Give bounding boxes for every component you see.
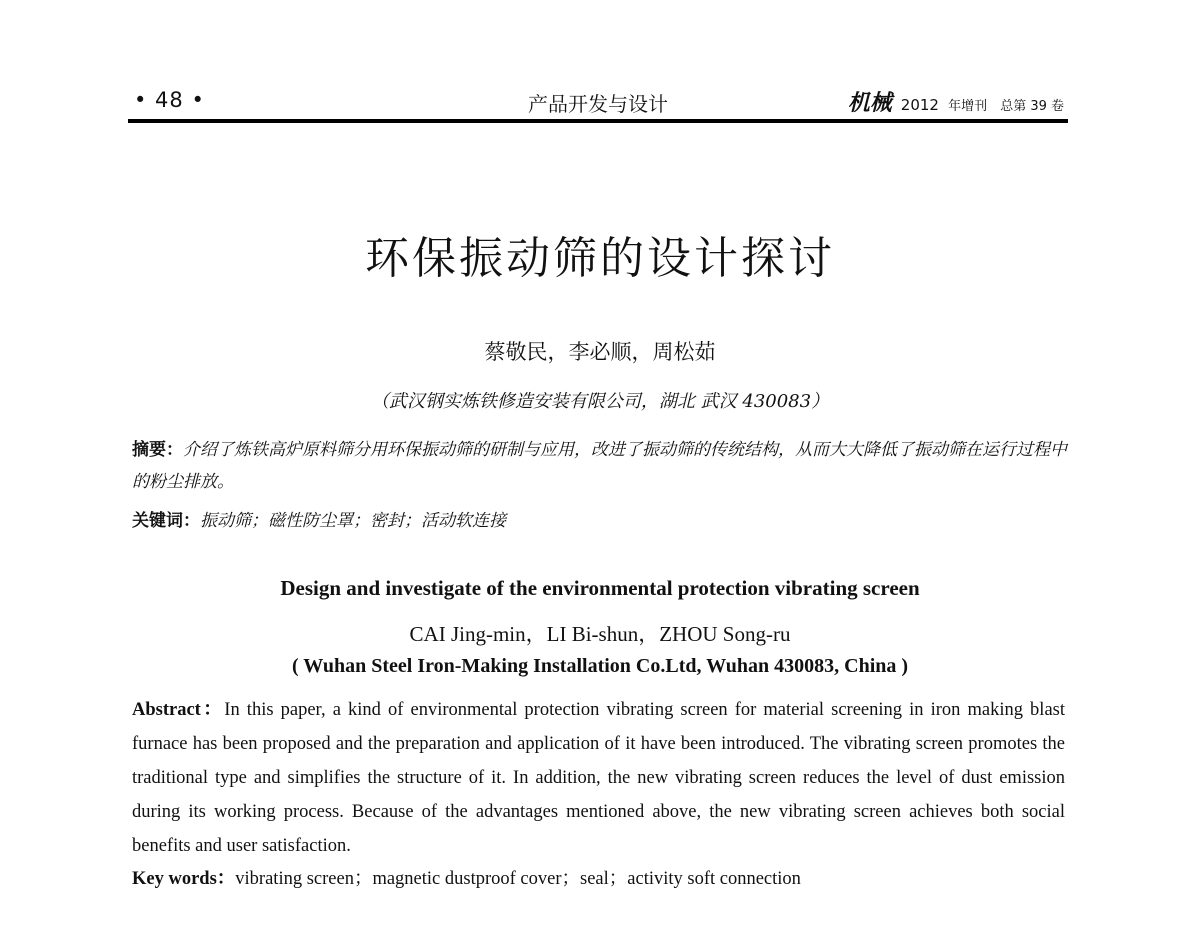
journal-name: 机械 (847, 90, 892, 116)
abstract-en-text: In this paper, a kind of environmental protection vibrating screen for material screening in iron making blast furnace has been proposed and the preparation and application of it have been introduced. The vibrating screen promotes the traditional type and simplifies the structure of it. In addition, the new vibrating screen reduces the level of dust emission during its working process. Because of the advantages mentioned above, the new vibrating screen achieves both social benefits and user satisfaction. (132, 700, 1066, 856)
journal-year: 2012 (900, 96, 939, 114)
page-number: • 48 • (134, 88, 205, 112)
journal-issue: 年增刊 (948, 99, 988, 114)
article-title-en: Design and investigate of the environmental protection vibrating screen (280, 576, 920, 600)
keywords-en (132, 862, 1065, 896)
running-header (128, 86, 1068, 116)
journal-info (848, 86, 1064, 117)
keywords-cn-label: 关键词： (132, 511, 200, 531)
keywords-cn (132, 505, 1068, 537)
authors-cn: 蔡敬民，李必顺，周松茹 (484, 340, 716, 364)
abstract-cn-label: 摘要： (132, 440, 183, 460)
header-divider (128, 119, 1068, 123)
journal-volume: 总第 39 卷 (1000, 99, 1064, 114)
abstract-cn (132, 434, 1068, 498)
abstract-en (132, 693, 1065, 863)
keywords-cn-text: 振动筛；磁性防尘罩；密封；活动软连接 (200, 511, 506, 531)
affiliation-en: ( Wuhan Steel Iron-Making Installation Co.Ltd, Wuhan 430083, China ) (291, 655, 909, 677)
keywords-en-label: Key words： (132, 869, 236, 889)
abstract-en-label: Abstract： (132, 700, 225, 720)
section-name: 产品开发与设计 (528, 92, 668, 116)
keywords-en-text: vibrating screen；magnetic dustproof cover；seal；activity soft connection (235, 869, 801, 889)
abstract-cn-text: 介绍了炼铁高炉原料筛分用环保振动筛的研制与应用，改进了振动筛的传统结构，从而大大降低了振动筛在运行过程中的粉尘排放。 (132, 440, 1067, 492)
affiliation-cn: （武汉钢实炼铁修造安装有限公司，湖北 武汉 430083） (370, 391, 830, 412)
authors-en: CAI Jing-min，LI Bi-shun，ZHOU Song-ru (409, 622, 791, 646)
article-title-cn: 环保振动筛的设计探讨 (365, 233, 835, 284)
